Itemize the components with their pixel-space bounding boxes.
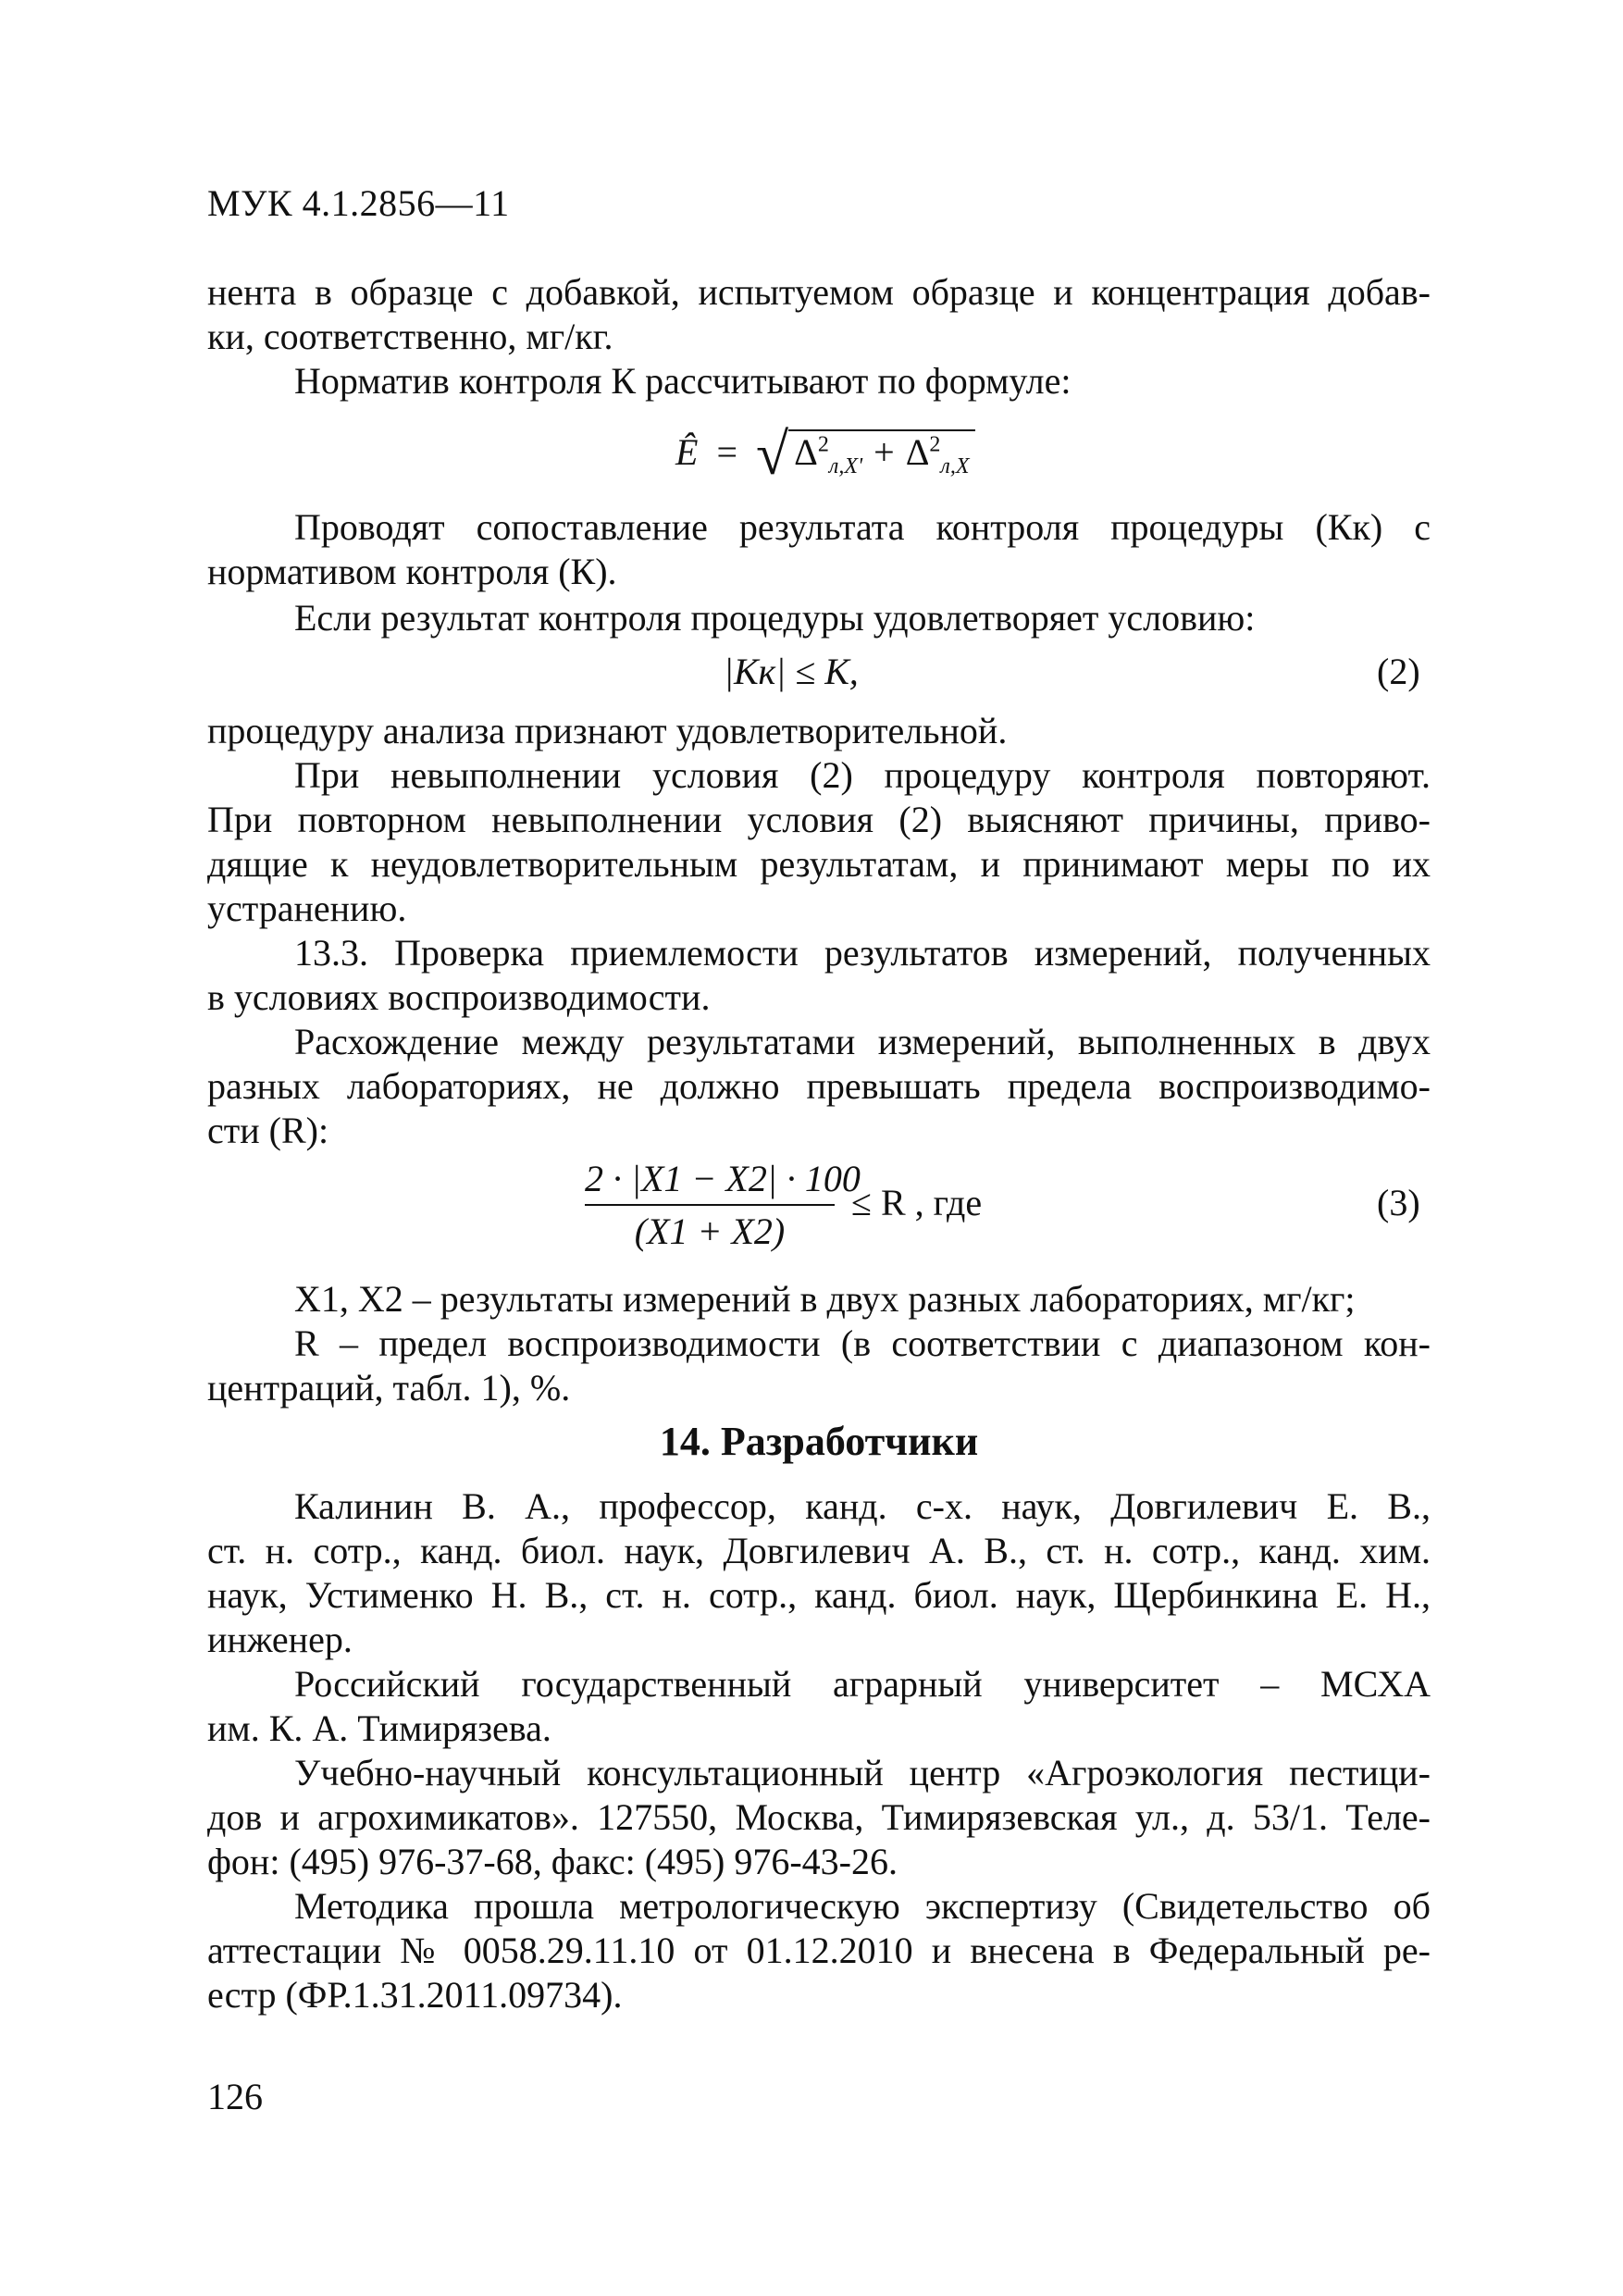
text-line: дящие к неудовлетворительным результатам, и принимают меры по их <box>207 843 1431 885</box>
text-line: Если результат контроля процедуры удовлетворяет условию: <box>294 597 1256 639</box>
formula-relation: ≤ R , где <box>851 1182 983 1223</box>
text-line: При повторном невыполнении условия (2) выясняют причины, приво- <box>207 799 1431 840</box>
sqrt-icon: √ <box>756 421 789 487</box>
text-line: Проводят сопоставление результата контроля процедуры (Кк) с <box>294 506 1431 548</box>
page-number: 126 <box>207 2076 263 2117</box>
delta-a: Δ <box>794 431 818 473</box>
equation-number: (3) <box>1377 1182 1420 1223</box>
text-line: Учебно-научный консультационный центр «Агроэкология пестици- <box>294 1752 1431 1793</box>
radicand <box>788 429 974 478</box>
text-line: ст. н. сотр., канд. биол. наук, Довгилевич А. В., ст. н. сотр., канд. хим. <box>207 1530 1431 1571</box>
formula-condition: |Кк| ≤ К, <box>724 651 859 692</box>
text-line: разных лабораториях, не должно превышать предела воспроизводимо- <box>207 1065 1431 1107</box>
fraction-denominator: (Х1 + Х2) <box>634 1210 786 1252</box>
text-line: инженер. <box>207 1619 353 1660</box>
text-line: Х1, Х2 – результаты измерений в двух разных лабораториях, мг/кг; <box>294 1278 1356 1320</box>
text-line: Российский государственный аграрный университет – МСХА <box>294 1663 1431 1705</box>
text-line: нормативом контроля (К). <box>207 551 617 592</box>
delta-sub-a: л,Х' <box>828 454 863 478</box>
text-line: дов и агрохимикатов». 127550, Москва, Тимирязевская ул., д. 53/1. Теле- <box>207 1796 1431 1838</box>
text-line: Методика прошла метрологическую экспертизу (Свидетельство об <box>294 1885 1431 1927</box>
text-line: При невыполнении условия (2) процедуру контроля повторяют. <box>294 754 1431 796</box>
text-line: процедуру анализа признают удовлетворительной. <box>207 710 1008 751</box>
text-line: устранению. <box>207 887 407 929</box>
text-line: 13.3. Проверка приемлемости результатов измерений, полученных <box>294 932 1431 974</box>
text-line: естр (ФР.1.31.2011.09734). <box>207 1974 623 2016</box>
text-line: сти (R): <box>207 1110 329 1151</box>
text-line: центраций, табл. 1), %. <box>207 1367 571 1409</box>
fraction-numerator: 2 · |Х1 − Х2| · 100 <box>585 1157 835 1206</box>
text-line: аттестации № 0058.29.11.10 от 01.12.2010 и внесена в Федеральный ре- <box>207 1930 1431 1971</box>
formula-eq: = <box>716 431 737 473</box>
text-line: в условиях воспроизводимости. <box>207 976 711 1018</box>
document-header: МУК 4.1.2856—11 <box>207 182 510 224</box>
text-line: ки, соответственно, мг/кг. <box>207 316 613 357</box>
formula-control-norm <box>675 420 975 489</box>
delta-b: Δ <box>905 431 930 473</box>
text-line: им. К. А. Тимирязева. <box>207 1707 551 1749</box>
text-line: фон: (495) 976-37-68, факс: (495) 976-43-26. <box>207 1841 898 1882</box>
formula-lhs: Ê <box>675 431 699 473</box>
text-line: R – предел воспроизводимости (в соответствии с диапазоном кон- <box>294 1322 1431 1364</box>
equation-number: (2) <box>1377 651 1420 692</box>
text-line: наук, Устименко Н. В., ст. н. сотр., канд. биол. наук, Щербинкина Е. Н., <box>207 1574 1431 1616</box>
text-line: Калинин В. А., профессор, канд. с-х. наук, Довгилевич Е. В., <box>294 1485 1431 1527</box>
text-line: нента в образце с добавкой, испытуемом образце и концентрация добав- <box>207 271 1431 313</box>
text-line: Норматив контроля К рассчитывают по формуле: <box>294 360 1072 402</box>
section-title: 14. Разработчики <box>659 1419 979 1464</box>
formula-reproducibility <box>585 1157 861 1253</box>
square-a: 2 <box>817 432 829 457</box>
delta-sub-b: л,Х <box>940 454 970 478</box>
text-line: Расхождение между результатами измерений, выполненных в двух <box>294 1021 1431 1062</box>
square-b: 2 <box>929 432 941 457</box>
formula-plus: + <box>873 431 895 473</box>
